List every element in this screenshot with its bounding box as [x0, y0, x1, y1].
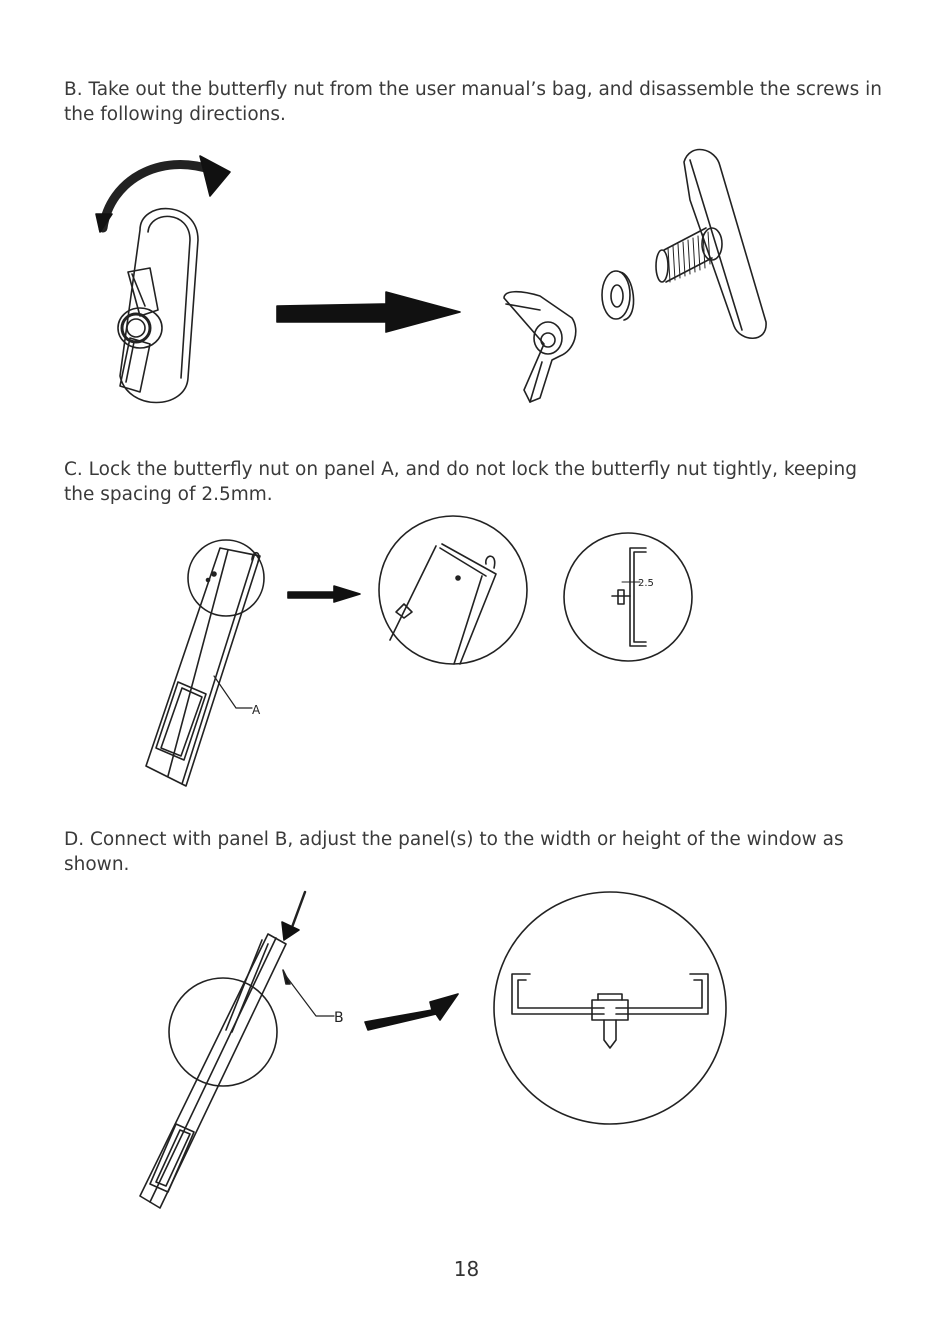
connection-detail-circle	[494, 892, 726, 1124]
spacing-label: 2.5	[638, 578, 654, 589]
step-d-instruction: D. Connect with panel B, adjust the panel(s) to the width or height of the window as shown.	[64, 829, 844, 875]
right-arrow-icon	[277, 292, 460, 332]
diagonal-arrow-icon	[365, 994, 458, 1030]
right-arrow-icon-2	[288, 586, 360, 602]
panel-b-label: B	[334, 1010, 344, 1026]
panel-a-label: A	[252, 703, 261, 717]
spacing-detail-circle	[564, 533, 692, 661]
page-number: 18	[453, 1257, 480, 1281]
step-c-instruction: C. Lock the butterfly nut on panel A, and do not lock the butterfly nut tightly, keeping the spacing of 2.5mm.	[64, 459, 857, 505]
panel-a-figure	[146, 540, 264, 786]
step-b-instruction: B. Take out the butterfly nut from the user manual’s bag, and disassemble the screws in the following directions.	[64, 79, 882, 125]
panel-b-figure	[140, 892, 334, 1208]
assembled-bracket-figure	[96, 156, 230, 403]
detail-circle-1	[379, 516, 527, 664]
exploded-parts-figure	[504, 150, 766, 402]
